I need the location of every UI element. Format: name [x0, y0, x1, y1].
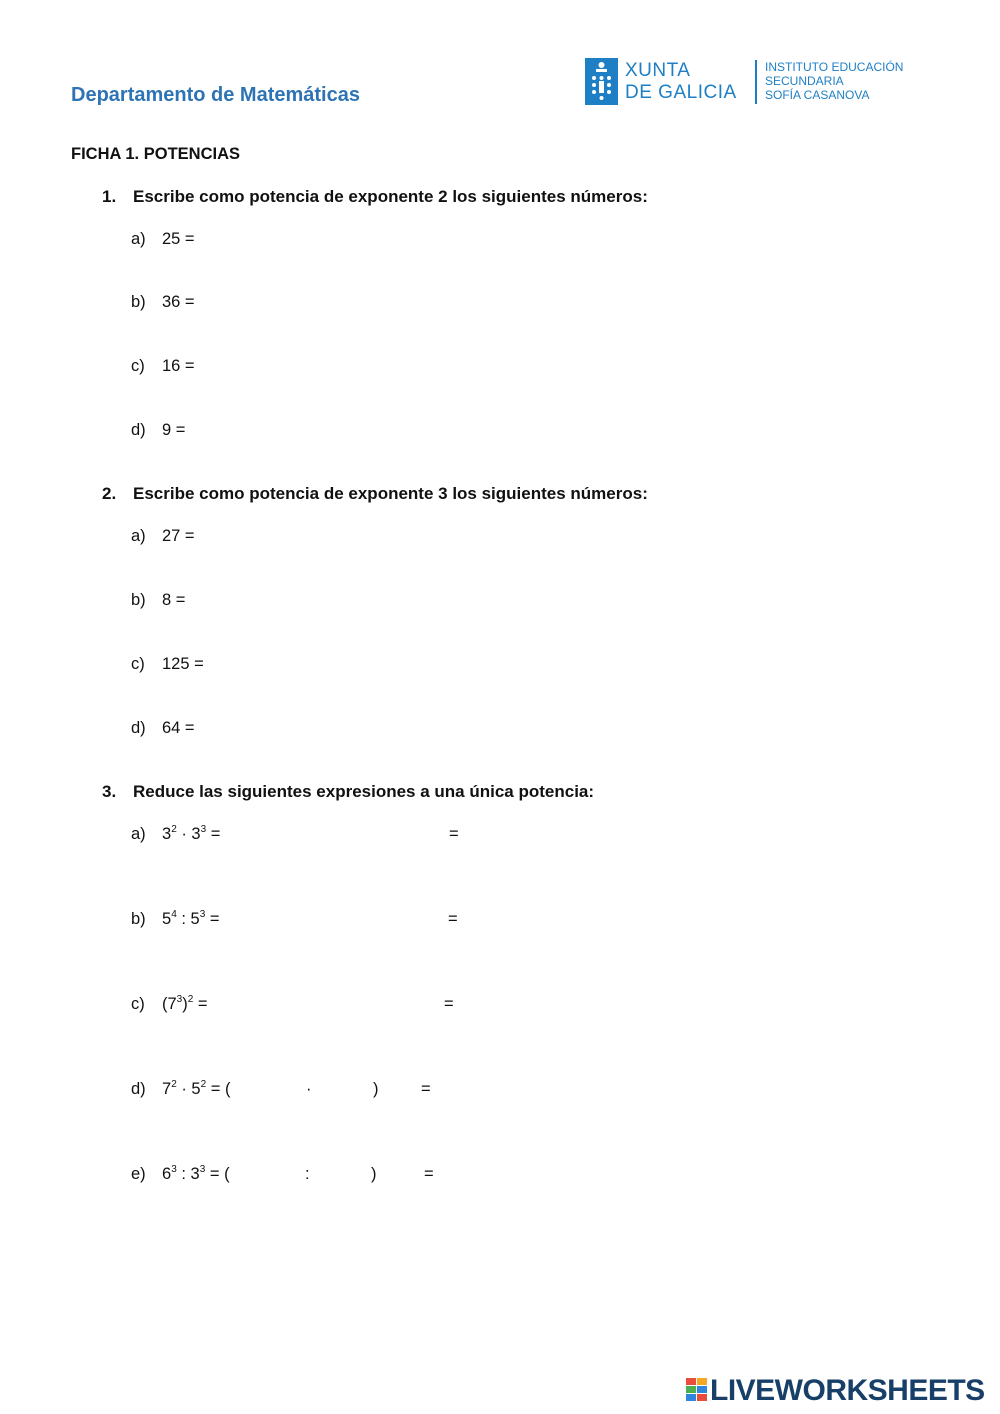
fill-separator: : — [305, 1165, 310, 1183]
fill-separator: · — [306, 1080, 312, 1098]
logo-divider — [755, 60, 757, 104]
result-equals: = — [424, 1165, 434, 1183]
question-text: Escribe como potencia de exponente 2 los siguientes números: — [133, 187, 648, 206]
closing-paren: ) — [371, 1165, 377, 1183]
question-number: 3. — [102, 782, 117, 801]
xunta-logo — [585, 58, 925, 108]
worksheet-title: FICHA 1. POTENCIAS — [71, 145, 240, 163]
question-number: 2. — [102, 484, 117, 503]
xunta-wordmark: XUNTA DE GALICIA — [625, 60, 737, 103]
department-title: Departamento de Matemáticas — [71, 84, 360, 106]
question-text: Escribe como potencia de exponente 3 los siguientes números: — [133, 484, 648, 503]
question-3 — [102, 782, 802, 804]
question-1 — [102, 187, 802, 209]
galicia-emblem-icon — [585, 58, 618, 105]
institute-name: INSTITUTO EDUCACIÓN SECUNDARIA SOFÍA CASANOVA — [765, 60, 904, 102]
result-equals: = — [449, 825, 459, 843]
closing-paren: ) — [373, 1080, 379, 1098]
result-equals: = — [444, 995, 454, 1013]
question-number: 1. — [102, 187, 117, 206]
question-2 — [102, 484, 802, 506]
liveworksheets-logo — [686, 1374, 986, 1408]
result-equals: = — [421, 1080, 431, 1098]
brand-name: LIVEWORKSHEETS — [710, 1374, 985, 1407]
result-equals: = — [448, 910, 458, 928]
question-text: Reduce las siguientes expresiones a una única potencia: — [133, 782, 595, 801]
live-blocks-icon — [686, 1378, 708, 1402]
